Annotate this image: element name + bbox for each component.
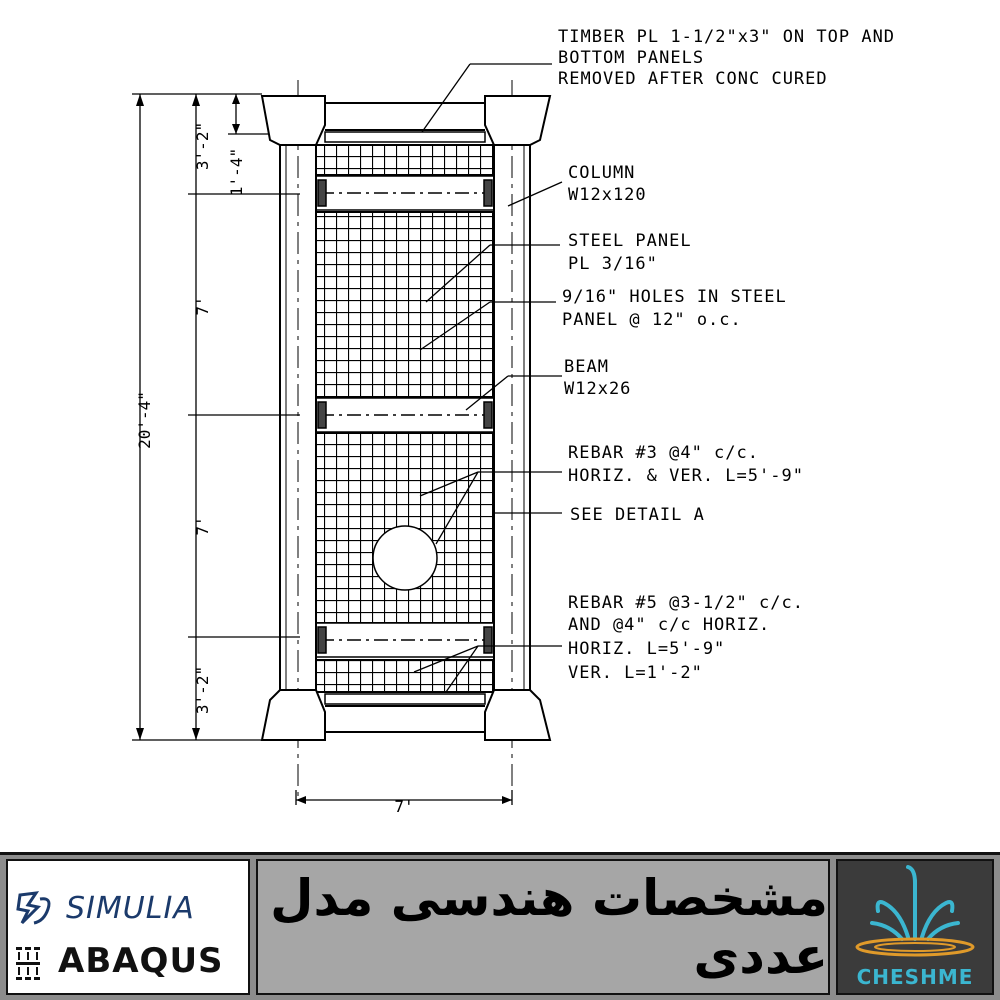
top-mesh-panel — [316, 145, 494, 175]
title-panel — [256, 859, 830, 995]
note-rebar3-2: HORIZ. & VER. L=5'-9" — [568, 466, 804, 486]
abaqus-logo-icon — [14, 943, 50, 983]
simulia-logo — [14, 889, 246, 929]
dim-bottom-segment: 3'-2" — [193, 665, 212, 715]
cheshme-wordmark: CHESHME — [856, 965, 974, 989]
dim-middle-lower: 7' — [193, 516, 212, 536]
dim-width: 7' — [394, 797, 414, 816]
simulia-wordmark: SIMULIA — [66, 891, 195, 926]
fountain-icon — [838, 861, 992, 965]
note-timber-3: REMOVED AFTER CONC CURED — [558, 69, 828, 89]
dim-middle-upper: 7' — [193, 296, 212, 316]
note-timber-2: BOTTOM PANELS — [558, 48, 705, 68]
bottom-mesh-panel — [316, 660, 494, 692]
note-rebar5-4: VER. L=1'-2" — [568, 663, 703, 683]
note-column-1: COLUMN — [568, 163, 636, 183]
note-holes-1: 9/16" HOLES IN STEEL — [562, 287, 787, 307]
abaqus-wordmark: ABAQUS — [58, 941, 224, 981]
dim-top-segment: 3'-2" — [193, 121, 212, 171]
bottom-footing — [262, 690, 550, 740]
note-detail-a: SEE DETAIL A — [570, 505, 705, 525]
abaqus-logo — [14, 941, 246, 985]
note-holes-2: PANEL @ 12" o.c. — [562, 310, 742, 330]
note-column-2: W12x120 — [568, 185, 647, 205]
note-steel-panel-1: STEEL PANEL — [568, 231, 692, 251]
simulia-abaqus-logo-panel — [6, 859, 250, 995]
3ds-logo-icon — [14, 889, 60, 929]
note-timber-1: TIMBER PL 1-1/2"x3" ON TOP AND — [558, 27, 896, 47]
cheshme-logo-panel — [836, 859, 994, 995]
dim-overall-height: 20'-4" — [135, 391, 154, 449]
dim-top-inner: 1'-4" — [227, 147, 246, 197]
upper-mesh-panel — [316, 212, 494, 398]
note-rebar3-1: REBAR #3 @4" c/c. — [568, 443, 759, 463]
banner-title: مشخصات هندسی مدل عددی — [270, 869, 828, 985]
beam-top — [316, 176, 494, 210]
note-steel-panel-2: PL 3/16" — [568, 254, 658, 274]
note-beam-1: BEAM — [564, 357, 609, 377]
top-footing — [262, 96, 550, 145]
footer-banner — [0, 852, 1000, 1000]
note-rebar5-1: REBAR #5 @3-1/2" c/c. — [568, 593, 804, 613]
note-rebar5-2: AND @4" c/c HORIZ. — [568, 615, 771, 635]
detail-a-circle — [373, 526, 437, 590]
beam-bottom — [316, 623, 494, 657]
note-rebar5-3: HORIZ. L=5'-9" — [568, 639, 726, 659]
beam-middle — [316, 398, 494, 432]
note-beam-2: W12x26 — [564, 379, 632, 399]
